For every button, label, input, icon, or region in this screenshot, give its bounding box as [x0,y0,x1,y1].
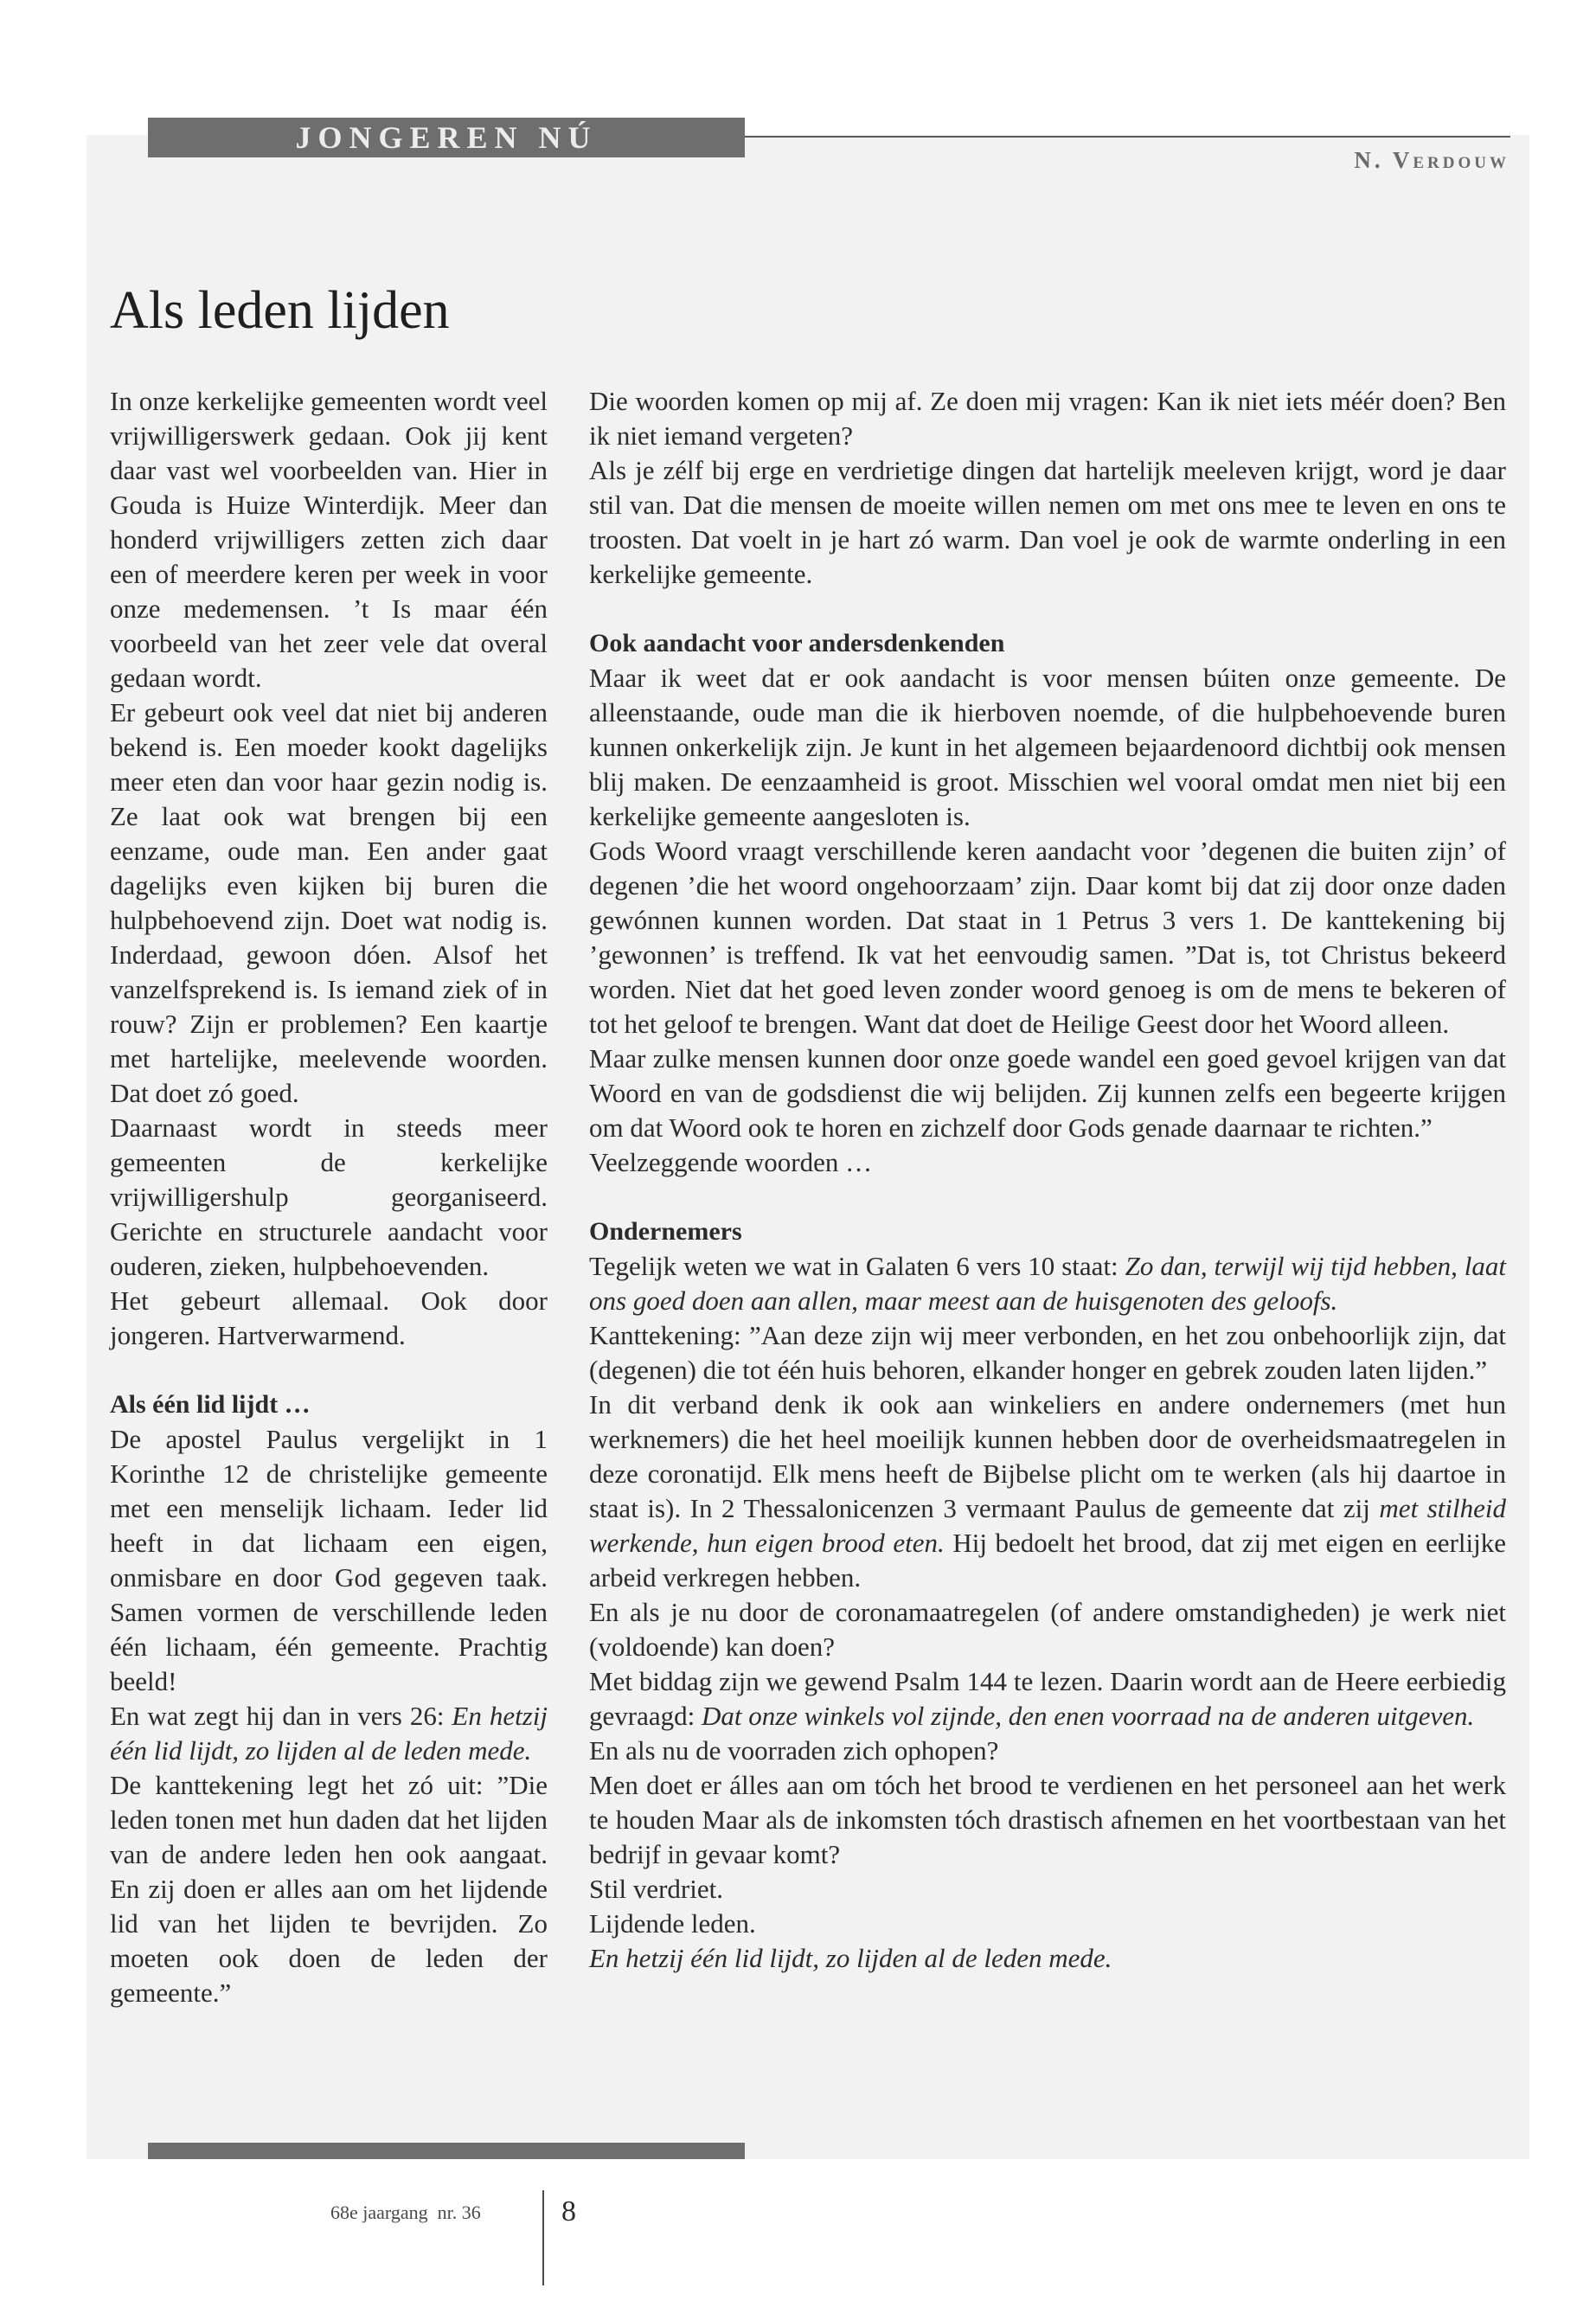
paragraph: In onze kerkelijke gemeenten wordt veel vrijwilligerswerk gedaan. Ook jij kent daar vast wel voorbeelden van. Hier in Gouda is Huize Winterdijk. Meer dan honderd vrijwilligers zetten zich daar een of meerdere keren per week in voor onze medemensen. ’t Is maar één voorbeeld van het zeer vele dat overal gedaan wordt. [110,386,548,693]
paragraph: En als je nu door de coronamaatregelen (of andere omstandigheden) je werk niet (voldoende) kan doen? [589,1597,1506,1662]
paragraph: Daarnaast wordt in steeds meer gemeenten de kerkelijke vrijwilligershulp georganiseerd. Gerichte en structurele aandacht voor ouderen, zieken, hulpbehoevenden. [110,1112,548,1281]
article-title: Als leden lijden [110,280,450,340]
right-column [589,384,1506,1976]
paragraph: Als je zélf bij erge en verdrietige dingen dat hartelijk meeleven krijgt, word je daar stil van. Dat die mensen de moeite willen nemen om met ons mee te leven en ons te troosten. Dat voelt in je hart zó warm. Dan voel je ook de warmte onderling in een kerkelijke gemeente. [589,455,1506,589]
subheading: Ondernemers [589,1217,742,1246]
paragraph: Gods Woord vraagt verschillende keren aandacht voor ’degenen die buiten zijn’ of degenen ’die het woord ongehoorzaam’ zijn. Daar komt bij dat zij door onze daden gewónnen kunnen worden. Dat staat in 1 Petrus 3 vers 1. De kanttekening bij ’gewonnen’ is treffend. Ik vat het eenvoudig samen. ”Dat is, tot Christus bekeerd worden. Niet dat het goed leven zonder woord genoeg is om de mens te bekeren of tot het geloof te brengen. Want dat doet de Heilige Geest door het Woord alleen. [589,836,1506,1039]
left-column [110,384,548,2010]
header-rule [745,136,1510,138]
paragraph-text: In dit verband denk ik ook aan winkeliers en andere ondernemers (met hun werknemers) die het heel moeilijk kunnen hebben door de overheidsmaatregelen in deze coronatijd. Elk mens heeft de Bijbelse plicht om te werken (als hij daartoe in staat is). In 2 Thessalonicenzen 3 vermaant Paulus de gemeente dat zij [589,1389,1506,1523]
issue-info: 68e jaargang nr. 36 [330,2202,481,2223]
paragraph: Lijdende leden. [589,1908,756,1939]
footer-bar [148,2143,745,2159]
paragraph: Die woorden komen op mij af. Ze doen mij vragen: Kan ik niet iets méér doen? Ben ik niet iemand vergeten? [589,386,1506,451]
author-name: N. Verdouw [1354,147,1509,173]
bible-quote: En hetzij één lid lijdt, zo lijden al de leden mede. [589,1943,1112,1973]
paragraph [589,1941,1506,1976]
paragraph: Kanttekening: ”Aan deze zijn wij meer verbonden, en het zou onbehoorlijk zijn, dat (degenen) die tot één huis behoren, elkander honger en gebrek zouden laten lijden.” [589,1320,1506,1385]
paragraph-text: Hij bedoelt het brood, dat zij met eigen en eerlijke arbeid verkregen hebben. [589,1528,1506,1593]
paragraph-text: Met biddag zijn we gewend Psalm 144 te lezen. Daarin wordt aan de Heere eerbiedig gevraagd: [589,1666,1506,1731]
paragraph: Veelzeggende woorden … [589,1147,873,1177]
page-number: 8 [561,2195,576,2227]
paragraph [589,1664,1506,1734]
subheading: Als één lid lijdt … [110,1390,311,1419]
paragraph: De apostel Paulus vergelijkt in 1 Korinthe 12 de christelijke gemeente met een menselijk lichaam. Ieder lid heeft in dat lichaam een eigen, onmisbare en door God gegeven taak. Samen vormen de verschillende leden één lichaam, één gemeente. Prachtig beeld! [110,1424,548,1696]
paragraph: Er gebeurt ook veel dat niet bij anderen bekend is. Een moeder kookt dagelijks meer eten dan voor haar gezin nodig is. Ze laat ook wat brengen bij een eenzame, oude man. Een ander gaat dagelijks even kijken bij buren die hulpbehoevend zijn. Doet wat nodig is. Inderdaad, gewoon dóen. Alsof het vanzelfsprekend is. Is iemand ziek of in rouw? Zijn er problemen? Een kaartje met hartelijke, meelevende woorden. Dat doet zó goed. [110,697,548,1108]
paragraph: Maar zulke mensen kunnen door onze goede wandel een goed gevoel krijgen van dat Woord en van de godsdienst die wij belijden. Zij kunnen zelfs een begeerte krijgen om dat Woord ook te horen en zichzelf door Gods genade daarnaar te richten.” [589,1043,1506,1143]
bible-quote: En hetzij één lid lijdt, zo lijden al de leden mede. [110,1701,548,1766]
paragraph: De kanttekening legt het zó uit: ”Die leden tonen met hun daden dat het lijden van de andere leden hen ook aangaat. En zij doen er alles aan om het lijdende lid van het lijden te bevrijden. Zo moeten ook doen de leden der gemeente.” [110,1770,548,2008]
paragraph: En als nu de voorraden zich ophopen? [589,1735,999,1766]
paragraph [589,1249,1506,1318]
footer-divider [542,2190,544,2285]
section-title: JONGEREN NÚ [295,120,598,155]
paragraph-text: En wat zegt hij dan in vers 26: [110,1701,452,1731]
paragraph: Het gebeurt allemaal. Ook door jongeren. Hartverwarmend. [110,1285,548,1350]
paragraph [589,1388,1506,1595]
bible-quote: Dat onze winkels vol zijnde, den enen voorraad na de anderen uitgeven. [701,1701,1475,1731]
bible-quote: met stilheid werkende, hun eigen brood eten. [589,1493,1506,1558]
paragraph: Stil verdriet. [589,1874,723,1904]
paragraph: Maar ik weet dat er ook aandacht is voor mensen búiten onze gemeente. De alleenstaande, oude man die ik hierboven noemde, of die hulpbehoevende buren kunnen onkerkelijk zijn. Je kunt in het algemeen bejaardenoord dichtbij ook mensen blij maken. De eenzaamheid is groot. Misschien wel vooral omdat men niet bij een kerkelijke gemeente aangesloten is. [589,663,1506,831]
paragraph [110,1699,548,1768]
bible-quote: Zo dan, terwijl wij tijd hebben, laat ons goed doen aan allen, maar meest aan de huisgenoten des geloofs. [589,1251,1506,1316]
paragraph: Men doet er álles aan om tóch het brood te verdienen en het personeel aan het werk te houden Maar als de inkomsten tóch drastisch afnemen en het voortbestaan van het bedrijf in gevaar komt? [589,1770,1506,1869]
paragraph-text: Tegelijk weten we wat in Galaten 6 vers 10 staat: [589,1251,1125,1281]
subheading: Ook aandacht voor andersdenkenden [589,629,1005,657]
